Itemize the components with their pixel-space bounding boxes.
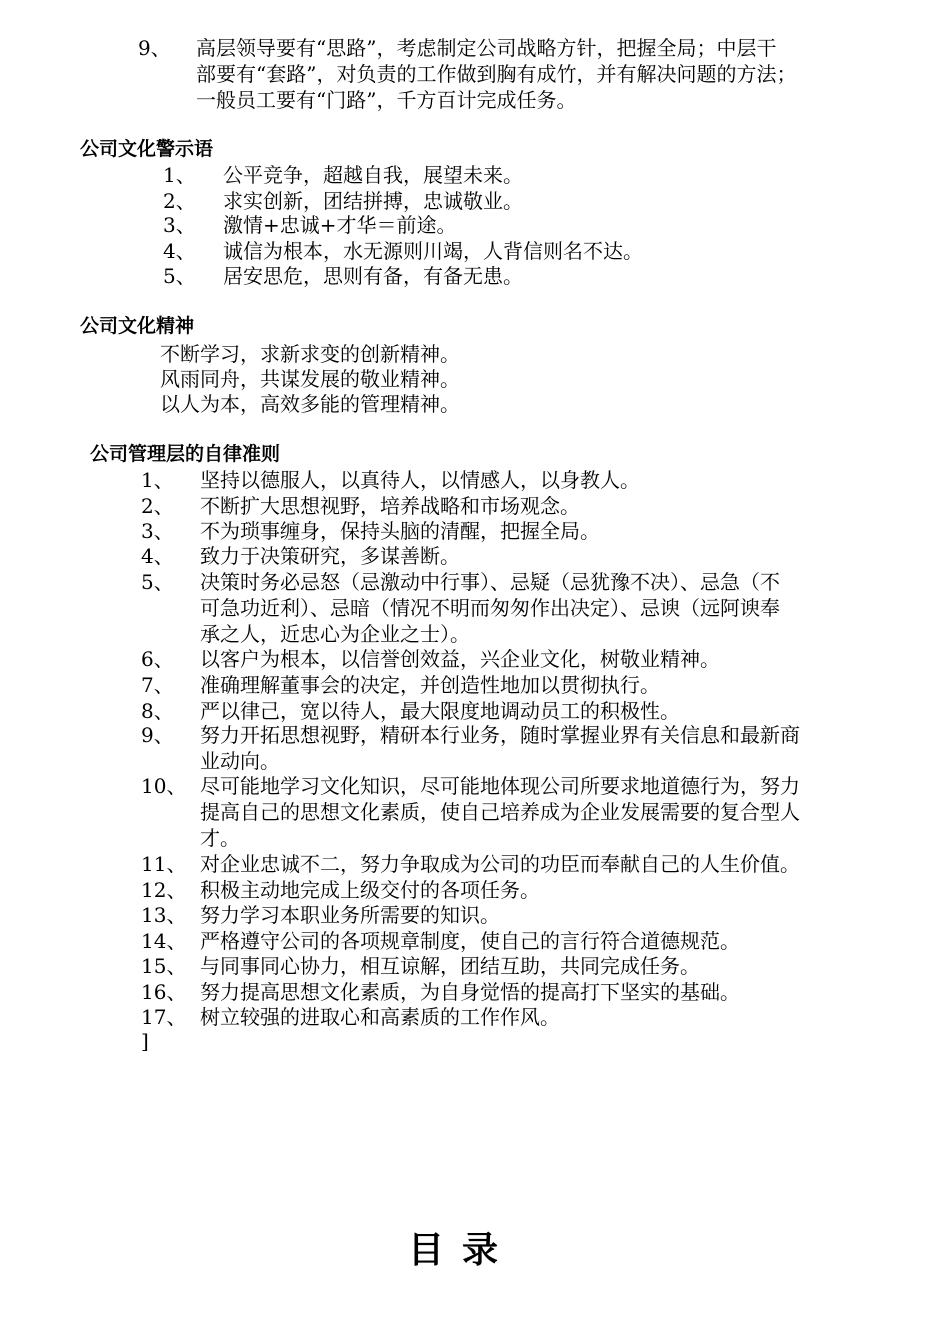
slogan-number: 3、 (163, 213, 196, 237)
rule-line: 决策时务必忌怒（忌激动中行事）、忌疑（忌犹豫不决）、忌急（不 (200, 570, 780, 594)
item9-line-3: 一般员工要有“门路”，千方百计完成任务。 (196, 88, 577, 112)
rule-line: 努力学习本职业务所需要的知识。 (200, 903, 500, 927)
rule-line: 不断扩大思想视野，培养战略和市场观念。 (200, 494, 580, 518)
item9-line-1: 高层领导要有“思路”，考虑制定公司战略方针，把握全局；中层干 (196, 36, 777, 60)
toc-title: 目录 (408, 1229, 517, 1271)
rule-line: 提高自己的思想文化素质，使自己培养成为企业发展需要的复合型人 (200, 800, 800, 824)
rule-line: 不为琐事缠身，保持头脑的清醒，把握全局。 (200, 519, 600, 543)
rule-number: 2、 (141, 494, 174, 518)
rule-line: 可急功近利）、忌暗（情况不明而匆匆作出决定）、忌谀（远阿谀奉 (200, 596, 780, 620)
rule-number: 17、 (141, 1005, 187, 1029)
rule-number: 1、 (141, 468, 174, 492)
rule-number: 3、 (141, 519, 174, 543)
rule-line: 才。 (200, 826, 240, 850)
rule-line: 努力提高思想文化素质，为自身觉悟的提高打下坚实的基础。 (200, 980, 740, 1004)
slogans-heading: 公司文化警示语 (80, 138, 214, 160)
rule-line: 以客户为根本，以信誉创效益，兴企业文化，树敬业精神。 (200, 647, 720, 671)
rule-number: 5、 (141, 570, 174, 594)
slogan-number: 4、 (163, 239, 196, 263)
spirit-line: 以人为本，高效多能的管理精神。 (160, 392, 460, 416)
rule-line: 对企业忠诚不二，努力争取成为公司的功臣而奉献自己的人生价值。 (200, 852, 800, 876)
rule-line: 树立较强的进取心和高素质的工作作风。 (200, 1005, 560, 1029)
rules-heading: 公司管理层的自律准则 (90, 443, 281, 465)
rule-line: 与同事同心协力，相互谅解，团结互助，共同完成任务。 (200, 954, 700, 978)
slogan-number: 2、 (163, 189, 196, 213)
slogan-text: 求实创新，团结拼搏，忠诚敬业。 (223, 189, 523, 213)
rule-line: 严格遵守公司的各项规章制度，使自己的言行符合道德规范。 (200, 929, 740, 953)
rule-line: 承之人，近忠心为企业之士）。 (200, 622, 470, 646)
rule-number: 12、 (141, 878, 187, 902)
item9-number: 9、 (138, 36, 171, 60)
rule-number: 11、 (141, 852, 187, 876)
rule-number: 7、 (141, 673, 174, 697)
slogan-number: 1、 (163, 163, 196, 187)
rule-line: 尽可能地学习文化知识，尽可能地体现公司所要求地道德行为，努力 (200, 774, 800, 798)
rule-line: 致力于决策研究，多谋善断。 (200, 544, 460, 568)
rule-number: 14、 (141, 929, 187, 953)
slogan-text: 公平竞争，超越自我，展望未来。 (223, 163, 523, 187)
rule-line: 严以律己，宽以待人，最大限度地调动员工的积极性。 (200, 699, 680, 723)
spirit-line: 风雨同舟，共谋发展的敬业精神。 (160, 367, 460, 391)
rule-number: 15、 (141, 954, 187, 978)
rule-number: 10、 (141, 774, 187, 798)
rule-number: 16、 (141, 980, 187, 1004)
rule-line: 积极主动地完成上级交付的各项任务。 (200, 878, 540, 902)
rule-line: 努力开拓思想视野，精研本行业务，随时掌握业界有关信息和最新商 (200, 723, 800, 747)
spirit-line: 不断学习，求新求变的创新精神。 (160, 342, 460, 366)
rule-number: 4、 (141, 544, 174, 568)
rule-number: 6、 (141, 647, 174, 671)
item9-line-2: 部要有“套路”，对负责的工作做到胸有成竹，并有解决问题的方法； (196, 62, 797, 86)
rule-line: 业动向。 (200, 749, 280, 773)
rule-line: 准确理解董事会的决定，并创造性地加以贯彻执行。 (200, 673, 660, 697)
rule-number: 13、 (141, 903, 187, 927)
rule-number: 8、 (141, 699, 174, 723)
spirit-heading: 公司文化精神 (80, 315, 195, 337)
rule-line: 坚持以德服人，以真待人，以情感人，以身教人。 (200, 468, 640, 492)
slogan-text: 激情+忠诚+才华＝前途。 (223, 213, 457, 237)
slogan-text: 诚信为根本，水无源则川竭，人背信则名不达。 (223, 239, 643, 263)
trailing-bracket: ] (141, 1029, 149, 1053)
rule-number: 9、 (141, 723, 174, 747)
slogan-number: 5、 (163, 264, 196, 288)
slogan-text: 居安思危，思则有备，有备无患。 (223, 264, 523, 288)
